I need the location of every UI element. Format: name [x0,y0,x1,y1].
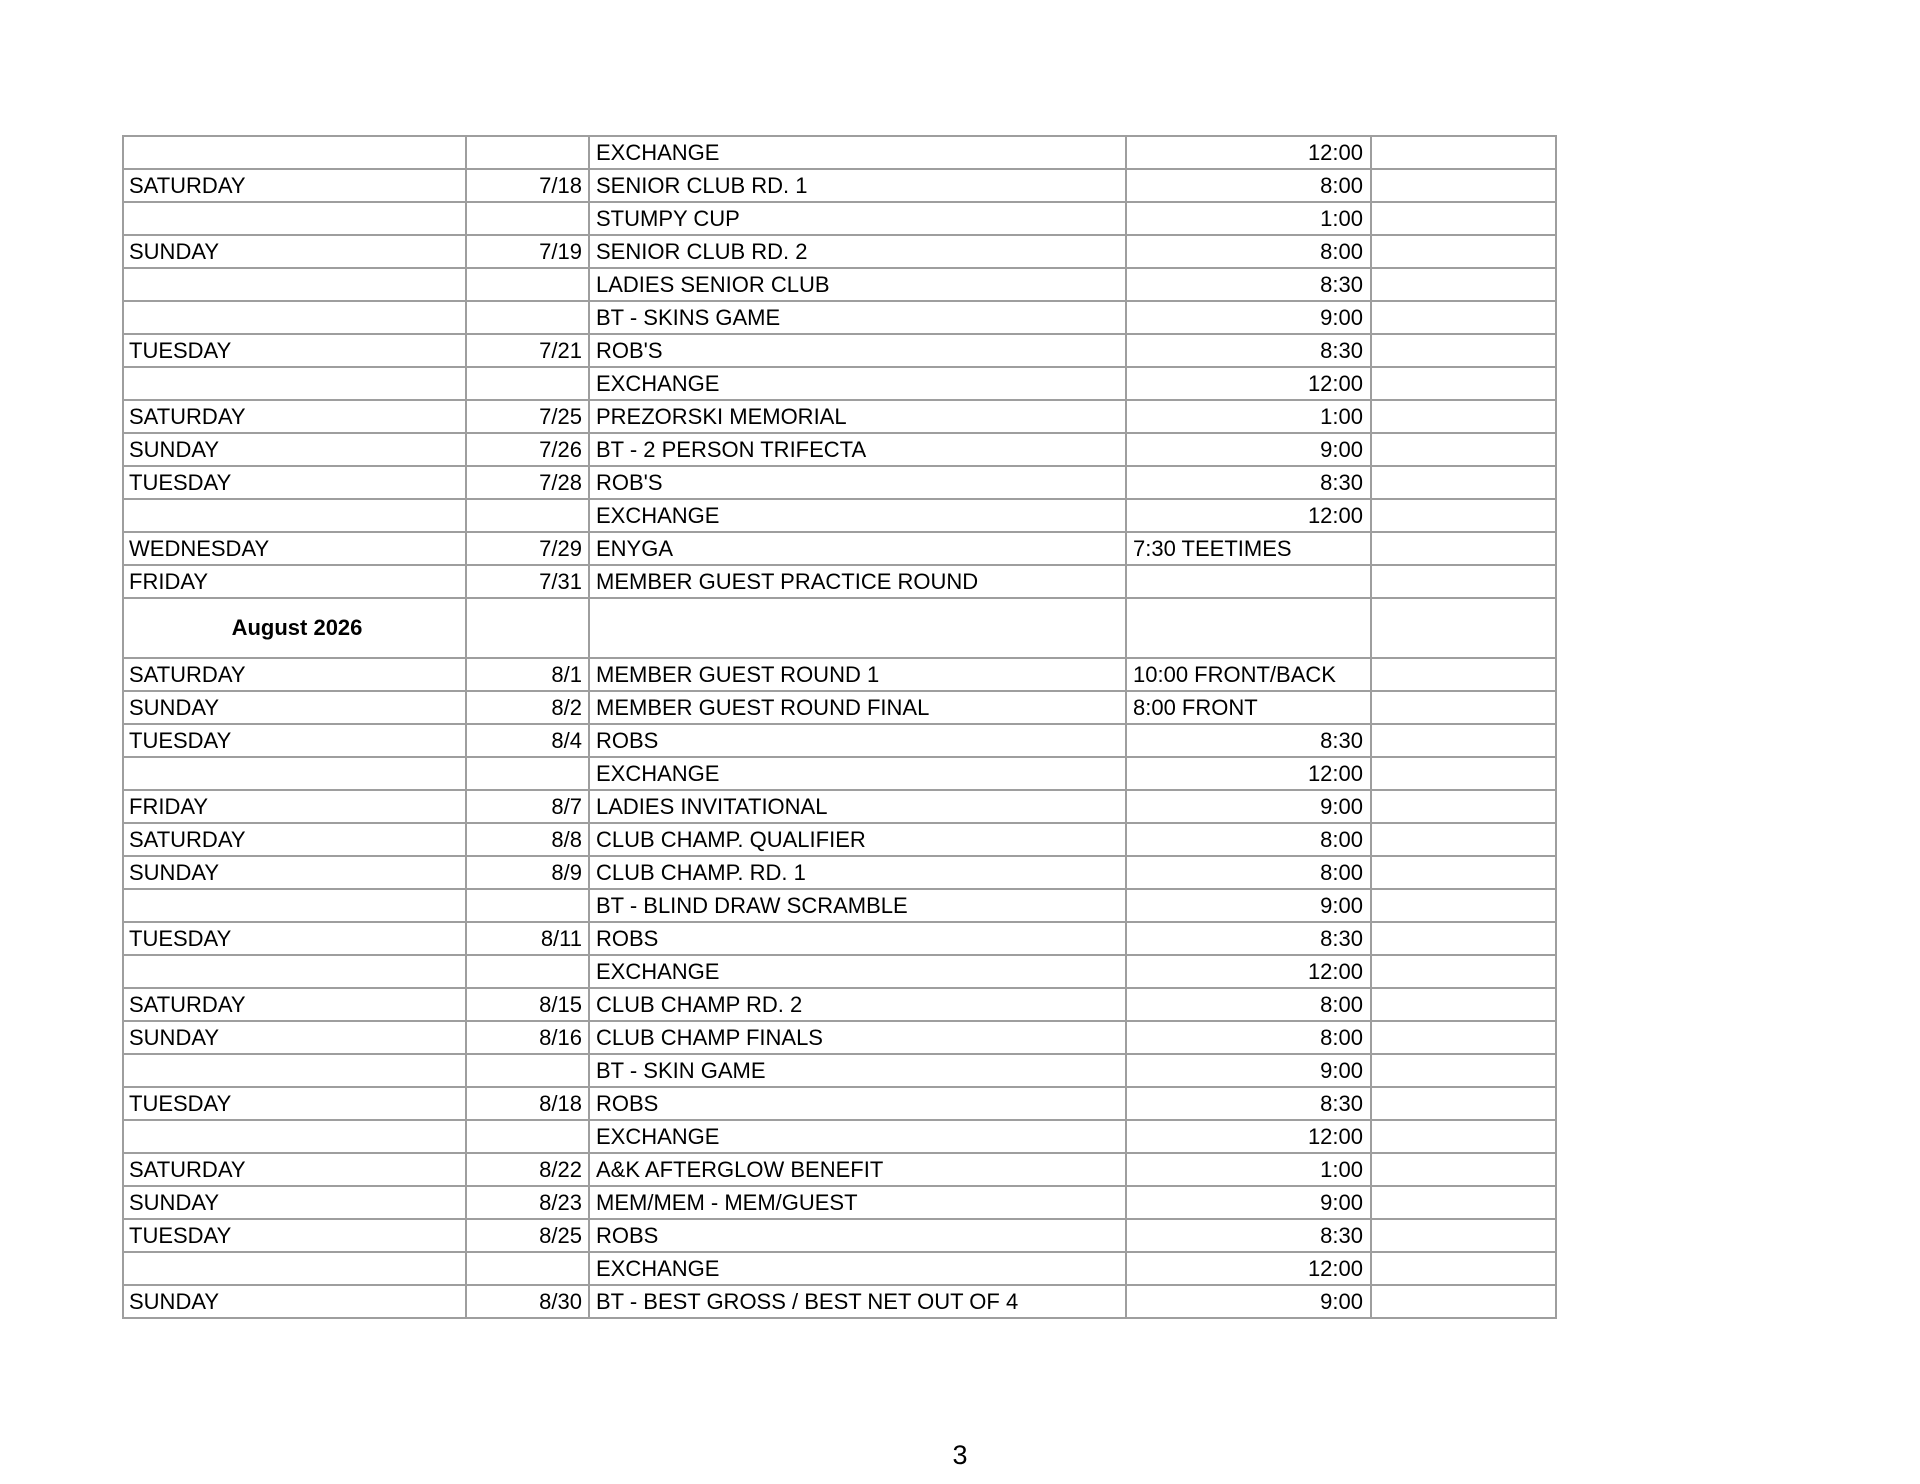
notes-cell [1371,955,1556,988]
schedule-row [123,334,1556,367]
schedule-row [123,1021,1556,1054]
notes-cell [1371,1087,1556,1120]
day-cell: SATURDAY [123,988,466,1021]
day-cell: SUNDAY [123,856,466,889]
day-cell: SATURDAY [123,169,466,202]
event-cell: CLUB CHAMP RD. 2 [589,988,1126,1021]
time-cell: 9:00 [1126,1054,1371,1087]
notes-cell [1371,268,1556,301]
day-cell [123,499,466,532]
date-cell: 8/16 [466,1021,589,1054]
schedule-row [123,1252,1556,1285]
time-cell: 9:00 [1126,889,1371,922]
day-cell [123,1054,466,1087]
date-cell: 8/2 [466,691,589,724]
event-cell: ROBS [589,1087,1126,1120]
notes-cell [1371,301,1556,334]
notes-cell [1371,1252,1556,1285]
time-cell: 9:00 [1126,1186,1371,1219]
date-cell: 8/18 [466,1087,589,1120]
time-cell: 9:00 [1126,1285,1371,1318]
date-cell [466,1120,589,1153]
schedule-row [123,790,1556,823]
notes-cell [1371,856,1556,889]
event-cell: EXCHANGE [589,136,1126,169]
notes-cell [1371,400,1556,433]
time-cell: 12:00 [1126,367,1371,400]
day-cell: TUESDAY [123,334,466,367]
schedule-row [123,823,1556,856]
day-cell [123,202,466,235]
notes-cell [1371,565,1556,598]
time-cell: 8:30 [1126,466,1371,499]
time-cell: 12:00 [1126,1120,1371,1153]
schedule-row [123,532,1556,565]
schedule-row [123,136,1556,169]
day-cell: TUESDAY [123,1219,466,1252]
time-cell: 8:30 [1126,334,1371,367]
notes-cell [1371,757,1556,790]
event-cell: ROBS [589,724,1126,757]
time-cell: 9:00 [1126,433,1371,466]
notes-cell [1371,691,1556,724]
notes-cell [1371,1153,1556,1186]
notes-cell [1371,790,1556,823]
schedule-row [123,922,1556,955]
schedule-row [123,658,1556,691]
time-cell: 10:00 FRONT/BACK [1126,658,1371,691]
notes-cell [1371,724,1556,757]
event-cell: BT - 2 PERSON TRIFECTA [589,433,1126,466]
event-cell: ROB'S [589,466,1126,499]
event-cell: MEMBER GUEST ROUND FINAL [589,691,1126,724]
notes-cell [1371,466,1556,499]
notes-cell [1371,1021,1556,1054]
event-cell: MEMBER GUEST PRACTICE ROUND [589,565,1126,598]
day-cell [123,889,466,922]
time-cell: 8:00 [1126,988,1371,1021]
day-cell: TUESDAY [123,724,466,757]
schedule-row [123,499,1556,532]
date-cell: 8/8 [466,823,589,856]
event-cell: LADIES SENIOR CLUB [589,268,1126,301]
date-cell [466,757,589,790]
time-cell: 8:00 [1126,169,1371,202]
date-cell: 8/23 [466,1186,589,1219]
date-cell: 7/18 [466,169,589,202]
day-cell: SUNDAY [123,1285,466,1318]
notes-cell [1371,235,1556,268]
day-cell: SATURDAY [123,658,466,691]
schedule-table-body [123,136,1556,1318]
event-cell: BT - SKIN GAME [589,1054,1126,1087]
time-cell: 8:00 [1126,1021,1371,1054]
date-cell [466,889,589,922]
event-cell: CLUB CHAMP. RD. 1 [589,856,1126,889]
day-cell [123,757,466,790]
notes-cell [1371,433,1556,466]
date-cell: 7/29 [466,532,589,565]
time-cell: 9:00 [1126,790,1371,823]
time-cell: 12:00 [1126,136,1371,169]
schedule-row [123,889,1556,922]
date-cell: 7/19 [466,235,589,268]
time-cell: 8:00 [1126,823,1371,856]
day-cell: FRIDAY [123,790,466,823]
date-cell [466,499,589,532]
event-cell: EXCHANGE [589,757,1126,790]
event-cell: A&K AFTERGLOW BENEFIT [589,1153,1126,1186]
event-cell: ROB'S [589,334,1126,367]
event-cell: BT - BEST GROSS / BEST NET OUT OF 4 [589,1285,1126,1318]
day-cell [123,268,466,301]
page-number: 3 [952,1440,968,1470]
schedule-table [122,135,1557,1319]
schedule-row [123,268,1556,301]
date-cell [466,136,589,169]
event-cell: STUMPY CUP [589,202,1126,235]
event-cell: LADIES INVITATIONAL [589,790,1126,823]
date-cell: 8/9 [466,856,589,889]
notes-cell [1371,1219,1556,1252]
day-cell: SUNDAY [123,691,466,724]
date-cell [466,955,589,988]
time-cell: 8:00 [1126,235,1371,268]
schedule-row [123,757,1556,790]
notes-cell [1371,1120,1556,1153]
schedule-row [123,856,1556,889]
notes-cell [1371,202,1556,235]
date-cell [466,1252,589,1285]
day-cell: SUNDAY [123,235,466,268]
day-cell [123,301,466,334]
time-cell: 9:00 [1126,301,1371,334]
event-cell: ROBS [589,1219,1126,1252]
date-cell: 7/21 [466,334,589,367]
date-cell: 7/28 [466,466,589,499]
date-cell [466,301,589,334]
schedule-row [123,235,1556,268]
event-cell: EXCHANGE [589,1120,1126,1153]
schedule-row [123,565,1556,598]
date-cell [466,202,589,235]
day-cell [123,367,466,400]
time-cell: 12:00 [1126,955,1371,988]
date-cell: 8/15 [466,988,589,1021]
day-cell: SATURDAY [123,823,466,856]
time-cell: 1:00 [1126,202,1371,235]
date-cell: 8/1 [466,658,589,691]
time-cell: 1:00 [1126,1153,1371,1186]
event-cell: PREZORSKI MEMORIAL [589,400,1126,433]
schedule-row [123,466,1556,499]
time-cell: 8:30 [1126,724,1371,757]
month-title: August 2026 [123,598,466,658]
date-cell [466,1054,589,1087]
schedule-row [123,301,1556,334]
time-cell: 8:30 [1126,922,1371,955]
day-cell [123,1120,466,1153]
event-cell: BT - SKINS GAME [589,301,1126,334]
event-cell: CLUB CHAMP FINALS [589,1021,1126,1054]
schedule-row [123,955,1556,988]
notes-cell [1371,823,1556,856]
date-cell: 7/25 [466,400,589,433]
schedule-row [123,691,1556,724]
event-cell: BT - BLIND DRAW SCRAMBLE [589,889,1126,922]
day-cell: SATURDAY [123,400,466,433]
schedule-row [123,433,1556,466]
time-cell: 8:00 FRONT [1126,691,1371,724]
time-cell: 7:30 TEETIMES [1126,532,1371,565]
day-cell [123,955,466,988]
date-cell: 8/30 [466,1285,589,1318]
date-cell: 8/4 [466,724,589,757]
day-cell [123,136,466,169]
event-cell: ROBS [589,922,1126,955]
date-cell: 8/11 [466,922,589,955]
schedule-row [123,1120,1556,1153]
date-cell: 7/26 [466,433,589,466]
schedule-row [123,367,1556,400]
notes-cell [1371,334,1556,367]
notes-cell [1371,889,1556,922]
event-cell: SENIOR CLUB RD. 2 [589,235,1126,268]
notes-cell [1371,658,1556,691]
day-cell: TUESDAY [123,466,466,499]
schedule-row [123,1219,1556,1252]
notes-cell [1371,1285,1556,1318]
day-cell: TUESDAY [123,1087,466,1120]
event-cell: CLUB CHAMP. QUALIFIER [589,823,1126,856]
date-cell: 7/31 [466,565,589,598]
date-cell: 8/25 [466,1219,589,1252]
schedule-row [123,169,1556,202]
time-cell: 1:00 [1126,400,1371,433]
date-cell [466,367,589,400]
notes-cell [1371,922,1556,955]
event-cell: EXCHANGE [589,367,1126,400]
time-cell [1126,565,1371,598]
time-cell: 12:00 [1126,499,1371,532]
schedule-row [123,202,1556,235]
empty-cell [1126,598,1371,658]
schedule-row [123,988,1556,1021]
schedule-row [123,400,1556,433]
schedule-row [123,1153,1556,1186]
schedule-row [123,1087,1556,1120]
time-cell: 12:00 [1126,1252,1371,1285]
event-cell: EXCHANGE [589,955,1126,988]
event-cell: ENYGA [589,532,1126,565]
schedule-row [123,724,1556,757]
schedule-row [123,1186,1556,1219]
notes-cell [1371,499,1556,532]
day-cell: TUESDAY [123,922,466,955]
notes-cell [1371,169,1556,202]
notes-cell [1371,1054,1556,1087]
date-cell: 8/7 [466,790,589,823]
date-cell: 8/22 [466,1153,589,1186]
month-header-row [123,598,1556,658]
empty-cell [466,598,589,658]
notes-cell [1371,532,1556,565]
event-cell: MEMBER GUEST ROUND 1 [589,658,1126,691]
event-cell: EXCHANGE [589,499,1126,532]
time-cell: 8:30 [1126,268,1371,301]
day-cell: SATURDAY [123,1153,466,1186]
empty-cell [1371,598,1556,658]
notes-cell [1371,988,1556,1021]
event-cell: SENIOR CLUB RD. 1 [589,169,1126,202]
event-cell: EXCHANGE [589,1252,1126,1285]
day-cell: SUNDAY [123,433,466,466]
event-cell: MEM/MEM - MEM/GUEST [589,1186,1126,1219]
day-cell: FRIDAY [123,565,466,598]
time-cell: 8:00 [1126,856,1371,889]
date-cell [466,268,589,301]
day-cell [123,1252,466,1285]
time-cell: 8:30 [1126,1087,1371,1120]
empty-cell [589,598,1126,658]
day-cell: WEDNESDAY [123,532,466,565]
schedule-row [123,1054,1556,1087]
notes-cell [1371,367,1556,400]
day-cell: SUNDAY [123,1186,466,1219]
time-cell: 8:30 [1126,1219,1371,1252]
time-cell: 12:00 [1126,757,1371,790]
notes-cell [1371,1186,1556,1219]
schedule-row [123,1285,1556,1318]
notes-cell [1371,136,1556,169]
day-cell: SUNDAY [123,1021,466,1054]
